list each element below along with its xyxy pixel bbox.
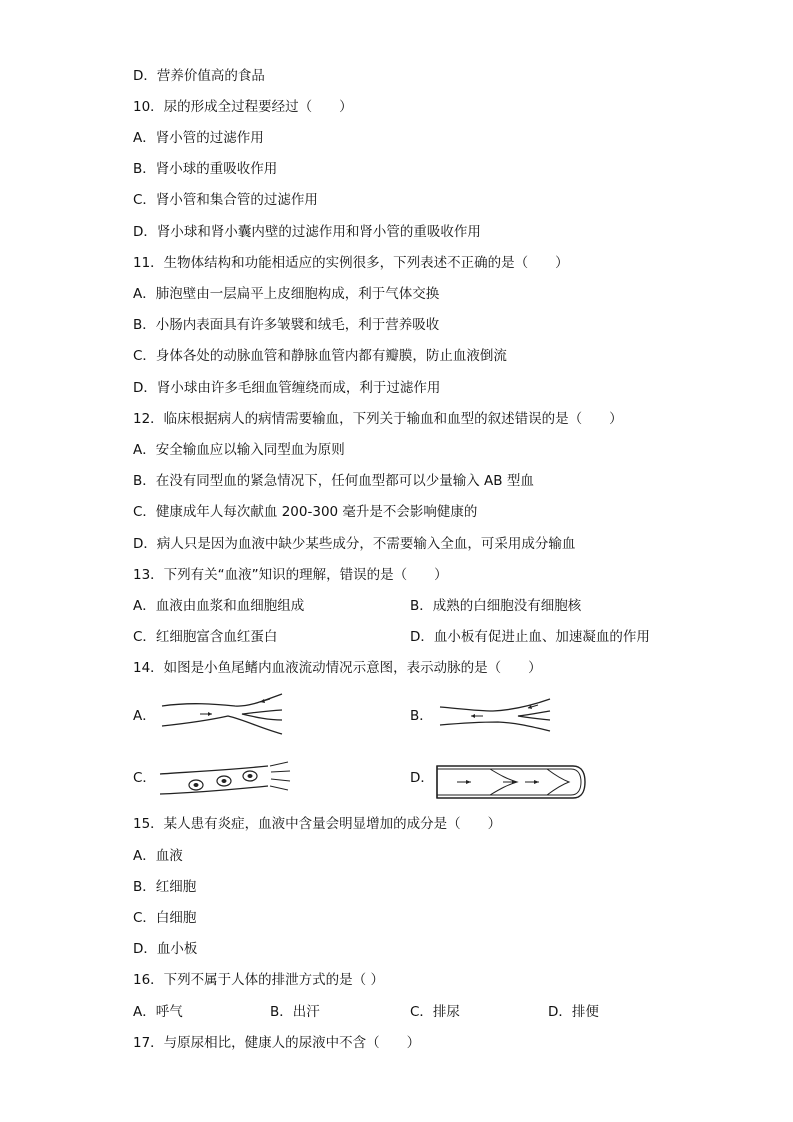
q12-stem: 12．临床根据病人的病情需要输血，下列关于输血和血型的叙述错误的是（ ） [133,411,623,427]
q12-option-a: A．安全输血应以输入同型血为原则 [133,442,345,458]
q15-option-b: B．红细胞 [133,879,197,895]
q15-stem: 15．某人患有炎症，血液中含量会明显增加的成分是（ ） [133,816,502,832]
q16-option-d: D．排便 [548,1004,599,1020]
q11-option-c: C．身体各处的动脉血管和静脉血管内都有瓣膜，防止血液倒流 [133,348,507,364]
q10-stem: 10．尿的形成全过程要经过（ ） [133,99,353,115]
q13-option-b: B．成熟的白细胞没有细胞核 [410,598,582,614]
q12-option-b: B．在没有同型血的紧急情况下，任何血型都可以少量输入 AB 型血 [133,473,534,489]
vessel-figure-a [160,690,285,740]
q13-option-a: A．血液由血浆和血细胞组成 [133,598,305,614]
vessel-figure-d [435,763,587,801]
vessel-figure-c [158,760,293,802]
q16-option-a: A．呼气 [133,1004,183,1020]
q12-option-d: D．病人只是因为血液中缺少某些成分，不需要输入全血，可采用成分输血 [133,536,576,552]
q14-label-d: D． [410,770,434,786]
q17-stem: 17．与原尿相比，健康人的尿液中不含（ ） [133,1035,421,1051]
q10-option-c: C．肾小管和集合管的过滤作用 [133,192,318,208]
q11-option-b: B．小肠内表面具有许多皱襞和绒毛，利于营养吸收 [133,317,440,333]
q13-option-d: D．血小板有促进止血、加速凝血的作用 [410,629,650,645]
q15-option-a: A．血液 [133,848,183,864]
q11-stem: 11．生物体结构和功能相适应的实例很多，下列表述不正确的是（ ） [133,255,569,271]
q13-stem: 13．下列有关“血液”知识的理解，错误的是（ ） [133,567,448,583]
q15-option-c: C．白细胞 [133,910,197,926]
q11-option-a: A．肺泡壁由一层扁平上皮细胞构成，利于气体交换 [133,286,440,302]
q14-label-b: B． [410,708,433,724]
q9-option-d: D．营养价值高的食品 [133,68,265,84]
q10-option-b: B．肾小球的重吸收作用 [133,161,278,177]
q10-option-d: D．肾小球和肾小囊内壁的过滤作用和肾小管的重吸收作用 [133,224,481,240]
q16-option-c: C．排尿 [410,1004,460,1020]
q16-stem: 16．下列不属于人体的排泄方式的是（ ） [133,972,384,988]
q12-option-c: C．健康成年人每次献血 200-300 毫升是不会影响健康的 [133,504,478,520]
q15-option-d: D．血小板 [133,941,198,957]
q14-label-a: A． [133,708,156,724]
q11-option-d: D．肾小球由许多毛细血管缠绕而成，利于过滤作用 [133,380,441,396]
q16-option-b: B．出汗 [270,1004,320,1020]
q14-stem: 14．如图是小鱼尾鳍内血液流动情况示意图，表示动脉的是（ ） [133,660,542,676]
q14-label-c: C． [133,770,156,786]
q13-option-c: C．红细胞富含血红蛋白 [133,629,278,645]
q10-option-a: A．肾小管的过滤作用 [133,130,264,146]
vessel-figure-b [438,695,553,735]
